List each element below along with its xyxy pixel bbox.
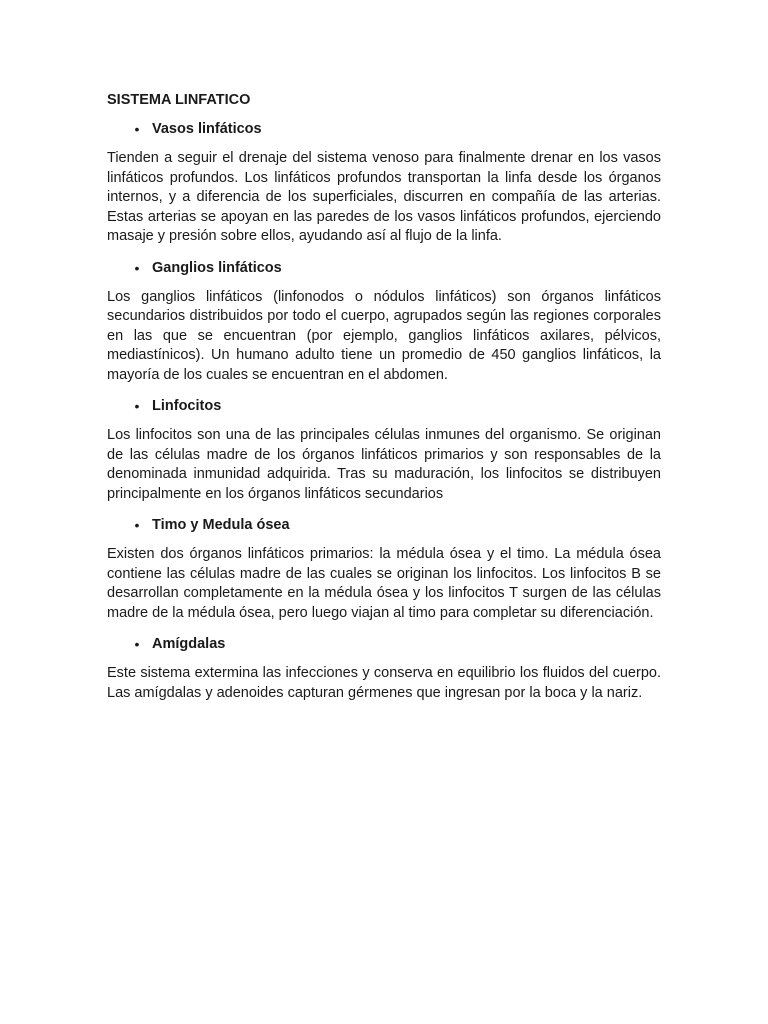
section-paragraph-timo: Existen dos órganos linfáticos primarios: la médula ósea y el timo. La médula ósea contiene las células madre de las cuales se originan los linfocitos. Los linfocitos B se desarrollan completamente en la médula ósea y los linfocitos T surgen de las células madre de la médula ósea, pero luego viajan al timo para completar su diferenciación. [107,546,661,621]
section-paragraph-amigdalas: Este sistema extermina las infecciones y conserva en equilibrio los fluidos del cuerpo. Las amígdalas y adenoides capturan gérmenes que ingresan por la boca y la nariz. [107,665,661,701]
bullet-icon: • [134,517,140,533]
section-paragraph-vasos: Tienden a seguir el drenaje del sistema venoso para finalmente drenar en los vasos linfáticos profundos. Los linfáticos profundos transportan la linfa desde los órganos internos, y a diferencia de los superficiales, discurren en compañía de las arterias. Estas arterias se apoyan en las paredes de los vasos linfáticos profundos, ejerciendo masaje y presión sobre ellos, ayudando así al flujo de la linfa. [107,150,661,244]
bullet-icon: • [134,121,140,137]
section-paragraph-ganglios: Los ganglios linfáticos (linfonodos o nódulos linfáticos) son órganos linfáticos secundarios distribuidos por todo el cuerpo, agrupados según las regiones corporales en las que se encuentran (por ejemplo, ganglios linfáticos axilares, pélvicos, mediastínicos). Un humano adulto tiene un promedio de 450 ganglios linfáticos, la mayoría de los cuales se encuentran en el abdomen. [107,288,661,383]
document-title: SISTEMA LINFATICO [107,92,251,108]
section-paragraph-linfocitos: Los linfocitos son una de las principales células inmunes del organismo. Se originan de las células madre de los órganos linfáticos primarios y son responsables de la denominada inmunidad adquirida. Tras su maduración, los linfocitos se distribuyen principalmente en los órganos linfáticos secundarios [107,427,661,502]
section-heading-label: Timo y Medula ósea [152,517,290,533]
section-heading-timo [107,515,661,535]
section-heading-ganglios [107,258,661,278]
section-heading-label: Amígdalas [152,636,226,652]
bullet-icon: • [134,636,140,652]
section-heading-label: Ganglios linfáticos [152,259,282,276]
document-page [107,90,661,714]
bullet-icon: • [134,259,140,276]
section-heading-label: Linfocitos [152,398,222,414]
bullet-icon: • [134,398,140,414]
section-heading-vasos [107,119,661,139]
section-heading-amigdalas [107,634,661,654]
section-heading-label: Vasos linfáticos [152,121,262,137]
section-heading-linfocitos [107,396,661,416]
